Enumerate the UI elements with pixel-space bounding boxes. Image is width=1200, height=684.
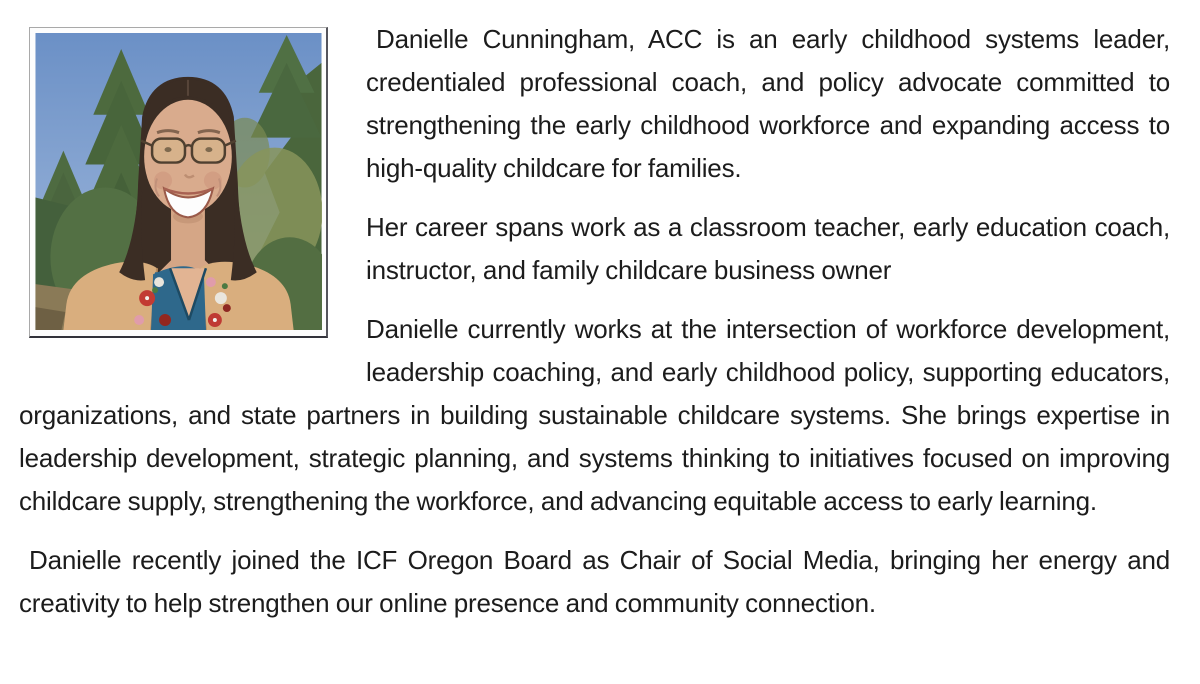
profile-photo-illustration bbox=[35, 33, 322, 330]
bio-paragraph-career: Her career spans work as a classroom teacher, early education coach, instructor, and family childcare business owner bbox=[366, 212, 1170, 285]
profile-photo bbox=[29, 27, 328, 338]
bio-paragraph-icf-board: Danielle recently joined the ICF Oregon Board as Chair of Social Media, bringing her energy and creativity to help strengthen our online presence and community connection. bbox=[19, 545, 1170, 618]
bio-paragraph-current-work: Danielle currently works at the intersection of workforce development, leadership coaching, and early childhood policy, supporting educators, organizations, and state partners in building sustainable childcare systems. She brings expertise in leadership development, strategic planning, and systems thinking to initiatives focused on improving childcare supply, strengthening the workforce, and advancing equitable access to early learning. bbox=[19, 314, 1170, 516]
bio-paragraph-intro: Danielle Cunningham, ACC is an early childhood systems leader, credentialed professional coach, and policy advocate committed to strengthening the early childhood workforce and expanding access to high-quality childcare for families. bbox=[366, 24, 1170, 183]
